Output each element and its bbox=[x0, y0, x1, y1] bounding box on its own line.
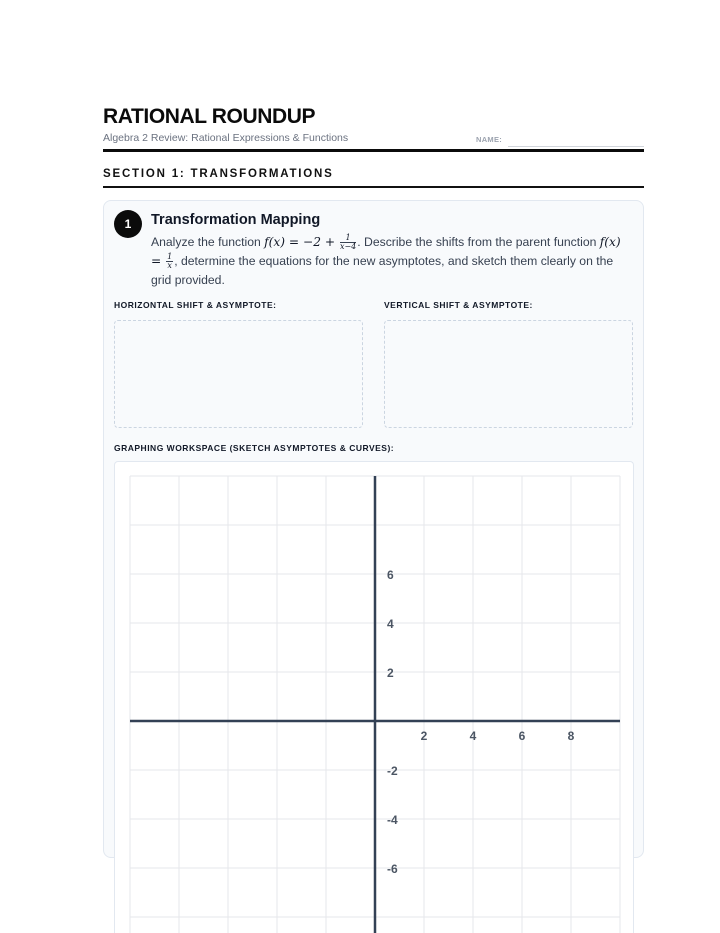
x-tick-label: 2 bbox=[420, 729, 428, 743]
y-tick-label: -6 bbox=[387, 862, 398, 876]
question-title: Transformation Mapping bbox=[151, 212, 321, 228]
function-fraction-denominator: x−4 bbox=[339, 242, 357, 252]
vertical-shift-label: VERTICAL SHIFT & ASYMPTOTE: bbox=[384, 300, 533, 310]
y-tick-label: 6 bbox=[387, 568, 394, 582]
function-fraction bbox=[340, 234, 356, 251]
worksheet-title: RATIONAL ROUNDUP bbox=[103, 105, 316, 128]
coordinate-grid[interactable] bbox=[115, 462, 633, 933]
x-tick-label: 8 bbox=[567, 729, 575, 743]
parent-fraction-numerator: 1 bbox=[167, 252, 173, 262]
horizontal-shift-answer-box[interactable] bbox=[114, 320, 363, 428]
page-header bbox=[103, 104, 644, 150]
horizontal-shift-label: HORIZONTAL SHIFT & ASYMPTOTE: bbox=[114, 300, 277, 310]
header-divider bbox=[103, 149, 644, 152]
y-tick-label: -2 bbox=[387, 764, 398, 778]
y-tick-label: 2 bbox=[387, 666, 394, 680]
question-number-badge: 1 bbox=[114, 210, 142, 238]
prompt-intro: Analyze the function bbox=[151, 235, 265, 249]
vertical-shift-answer-box[interactable] bbox=[384, 320, 633, 428]
y-tick-label: 4 bbox=[387, 617, 394, 631]
section-title: SECTION 1: TRANSFORMATIONS bbox=[103, 168, 334, 180]
parent-function-fraction bbox=[166, 253, 173, 270]
question-prompt bbox=[151, 233, 633, 290]
parent-function-expression: f(x) = bbox=[151, 235, 621, 268]
x-tick-label: 6 bbox=[518, 729, 526, 743]
prompt-end: , determine the equations for the new asymptotes, and sketch them clearly on the grid provided. bbox=[151, 254, 614, 287]
section-divider bbox=[103, 186, 644, 188]
graph-workspace-label: GRAPHING WORKSPACE (SKETCH ASYMPTOTES & CURVES): bbox=[114, 443, 395, 453]
name-label: NAME: bbox=[476, 135, 503, 144]
function-expression: f(x) = −2 + bbox=[264, 235, 339, 249]
name-field-line[interactable] bbox=[508, 146, 644, 147]
y-tick-label: -4 bbox=[387, 813, 398, 827]
graph-workspace[interactable] bbox=[114, 461, 634, 933]
prompt-middle: . Describe the shifts from the parent function bbox=[357, 235, 600, 249]
parent-fraction-denominator: x bbox=[167, 261, 172, 271]
worksheet-subtitle: Algebra 2 Review: Rational Expressions & Functions bbox=[103, 132, 349, 144]
function-fraction-numerator: 1 bbox=[340, 234, 356, 243]
x-tick-label: 4 bbox=[469, 729, 477, 743]
